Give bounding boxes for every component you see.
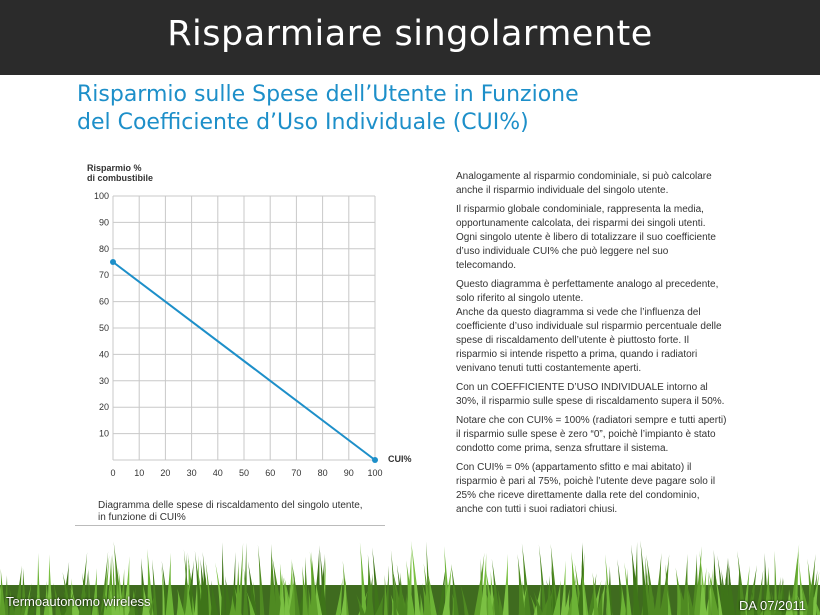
- y-tick-label: 50: [98, 323, 109, 333]
- paragraph: Anche da questo diagramma si vede che l’influenza del coefficiente d’uso individuale sul risparmio percentuale delle spese di riscaldamento dell’utente è piuttosto forte. Il risparmio si intende rispetto a prima, quando i radiatori venivano tenuti tutti costantemente aperti.: [456, 307, 722, 374]
- x-tick-label: 60: [265, 468, 276, 478]
- title-bar: [0, 0, 820, 75]
- data-point: [110, 259, 116, 265]
- y-tick-label: 30: [98, 375, 109, 386]
- x-tick-label: 80: [317, 468, 328, 478]
- y-tick-labels: [94, 191, 109, 439]
- section-heading: [77, 81, 579, 137]
- y-tick-label: 70: [98, 270, 109, 281]
- x-tick-label: 90: [343, 468, 354, 478]
- paragraph: Notare che con CUI% = 100% (radiatori sempre e tutti aperti) il risparmio sulle spese è zero “0”, poichè l’impianto è stato condotto come prima, senza sfruttare il sistema.: [456, 415, 727, 454]
- paragraph: Questo diagramma è perfettamente analogo al precedente, solo riferito al singolo utente.: [456, 279, 719, 304]
- caption-divider: [75, 525, 385, 526]
- paragraph: Con CUI% = 0% (appartamento sfitto e mai abitato) il risparmio è pari al 75%, poichè l’utente deve pagare solo il 25% che riceve direttamente dalla rete del condominio, anche con tutti i suoi radiatori chiusi.: [456, 462, 716, 515]
- y-tick-label: 40: [98, 349, 109, 360]
- x-tick-label: 0: [110, 468, 116, 478]
- x-tick-labels: [110, 468, 382, 478]
- x-tick-label: 40: [212, 468, 223, 478]
- slide-title: Risparmiare singolarmente: [167, 14, 653, 54]
- y-axis-label-line-2: di combustibile: [87, 173, 154, 183]
- y-tick-label: 80: [98, 243, 109, 254]
- paragraph: Il risparmio globale condominiale, rappresenta la media, opportunamente calcolata, dei risparmi dei singoli utenti. Ogni singolo utente è libero di totalizzare il suo coefficiente d’uso individuale CUI% che può leggere nel suo telecomando.: [456, 204, 716, 271]
- explanation-text: [456, 170, 728, 522]
- x-tick-label: 100: [367, 468, 383, 478]
- data-point: [372, 457, 378, 463]
- y-axis-label-line-1: Risparmio %: [87, 163, 142, 173]
- chart-grid: [113, 196, 375, 460]
- heading-line-1: Risparmio sulle Spese dell’Utente in Funzione: [77, 82, 579, 107]
- y-tick-label: 60: [98, 296, 109, 307]
- x-tick-label: 20: [160, 468, 171, 478]
- chart-caption: [98, 500, 398, 524]
- x-tick-label: 70: [291, 468, 302, 478]
- savings-chart: [75, 150, 420, 495]
- x-axis-label: CUI%: [388, 454, 412, 464]
- y-tick-label: 10: [98, 428, 109, 439]
- paragraph: Analogamente al risparmio condominiale, si può calcolare anche il risparmio individuale del singolo utente.: [456, 171, 712, 196]
- heading-line-2: del Coefficiente d’Uso Individuale (CUI%): [77, 110, 529, 135]
- grass-blade: [221, 542, 225, 615]
- caption-line-2: in funzione di CUI%: [98, 512, 186, 523]
- y-tick-label: 20: [98, 402, 109, 413]
- x-tick-label: 10: [134, 468, 145, 478]
- paragraph: Con un COEFFICIENTE D’USO INDIVIDUALE intorno al 30%, il risparmio sulle spese di riscaldamento supera il 50%.: [456, 382, 725, 407]
- caption-line-1: Diagramma delle spese di riscaldamento del singolo utente,: [98, 500, 363, 511]
- footer-date: DA 07/2011: [739, 598, 806, 613]
- x-tick-label: 50: [238, 468, 250, 478]
- y-tick-label: 90: [98, 217, 109, 228]
- x-tick-label: 30: [186, 468, 197, 478]
- y-tick-label: 100: [93, 191, 109, 201]
- footer-brand: Termoautonomo wireless: [6, 594, 151, 609]
